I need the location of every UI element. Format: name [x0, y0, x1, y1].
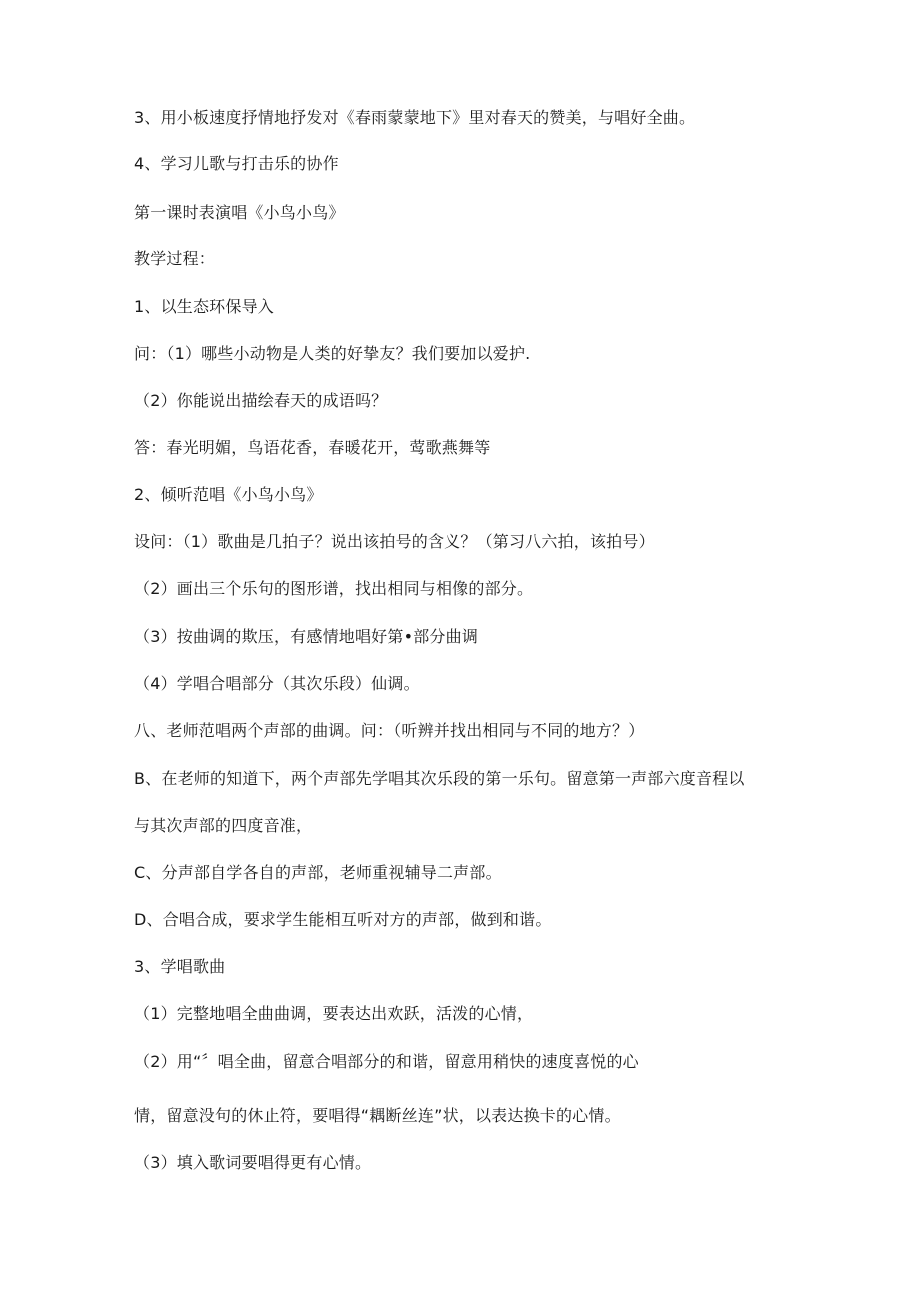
text-line: 设问：（1）歌曲是几拍子？说出该拍号的含义？（第习八六拍，该拍号）: [134, 532, 655, 551]
text-line: 3、学唱歌曲: [134, 957, 226, 976]
text-line: （2）用“〞唱全曲，留意合唱部分的和谐，留意用稍快的速度喜悦的心: [134, 1052, 639, 1071]
text-line: 答：春光明媚，鸟语花香，春暖花开，莺歌燕舞等: [134, 438, 491, 457]
text-line: （2）你能说出描绘春天的成语吗？: [134, 391, 388, 410]
text-line: （3）按曲调的欺压，有感情地唱好第•部分曲调: [134, 627, 479, 646]
text-line: 2、倾听范唱《小鸟小鸟》: [134, 485, 323, 504]
text-line: 八、老师范唱两个声部的曲调。问：（听辨并找出相同与不同的地方？）: [134, 721, 645, 740]
text-line: 与其次声部的四度音准，: [134, 816, 313, 835]
text-line: （1）完整地唱全曲曲调，要表达出欢跃，活泼的心情，: [134, 1004, 534, 1023]
text-line: （3）填入歌词要唱得更有心情。: [134, 1153, 372, 1172]
text-line: 3、用小板速度抒情地抒发对《春雨蒙蒙地下》里对春天的赞美，与唱好全曲。: [134, 108, 696, 127]
text-line: 1、以生态环保导入: [134, 297, 274, 316]
text-line: 4、学习儿歌与打击乐的协作: [134, 154, 339, 173]
text-line: C、分声部自学各自的声部，老师重视辅导二声部。: [134, 863, 502, 882]
lesson-heading: 第一课时表演唱《小鸟小鸟》: [134, 203, 345, 222]
text-line: D、合唱合成，要求学生能相互听对方的声部，做到和谐。: [134, 910, 552, 929]
text-line: 问：（1）哪些小动物是人类的好挚友？我们要加以爱护.: [134, 344, 531, 363]
text-line: 情，留意没句的休止符，要唱得“耦断丝连”状，以表达换卡的心情。: [134, 1106, 621, 1125]
section-heading: 教学过程：: [134, 249, 216, 268]
text-line: （4）学唱合唱部分（其次乐段）仙调。: [134, 674, 420, 693]
text-line: B、在老师的知道下，两个声部先学唱其次乐段的第一乐句。留意第一声部六度音程以: [134, 769, 745, 788]
text-line: （2）画出三个乐句的图形谱，找出相同与相像的部分。: [134, 579, 534, 598]
